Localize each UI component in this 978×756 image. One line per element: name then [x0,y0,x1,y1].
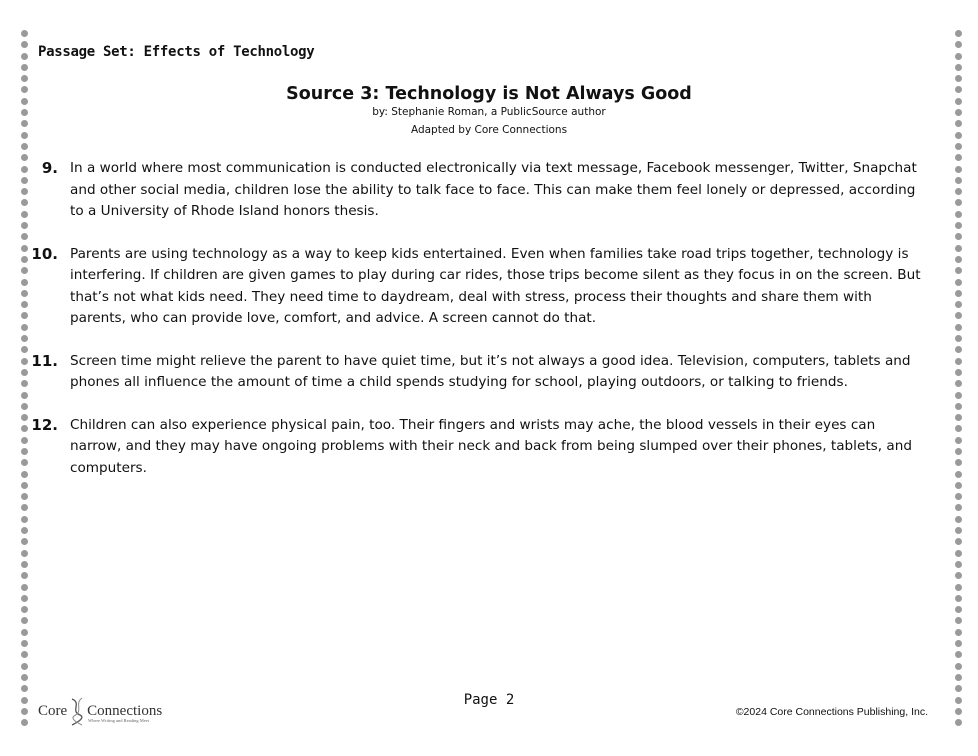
binder-hole-dot [21,403,28,410]
binder-hole-dot [21,651,28,658]
binder-hole-dot [955,719,962,726]
binder-hole-dot [955,211,962,218]
core-connections-logo [38,694,162,728]
binder-hole-dot [955,629,962,636]
binder-hole-dot [21,233,28,240]
binder-hole-dot [955,606,962,613]
binder-hole-dot [955,279,962,286]
binder-hole-dot [955,199,962,206]
binder-hole-dot [21,41,28,48]
binder-hole-dot [21,584,28,591]
adapted-by: Adapted by Core Connections [410,124,568,136]
binder-hole-dot [21,482,28,489]
binder-hole-dot [955,595,962,602]
binder-hole-dot [955,482,962,489]
binder-hole-dot [955,369,962,376]
paragraph-list [30,158,930,500]
binder-hole-dot [21,708,28,715]
binder-hole-dot [955,663,962,670]
binder-hole-dot [21,301,28,308]
binder-hole-dot [21,64,28,71]
binder-hole-dot [21,53,28,60]
binder-hole-dot [955,550,962,557]
paragraph-number: 12. [31,415,58,434]
binder-hole-dot [955,75,962,82]
binder-hole-dot [21,166,28,173]
binder-hole-dot [955,143,962,150]
binder-hole-dot [21,30,28,37]
binder-hole-dot [21,640,28,647]
binder-hole-dot [955,584,962,591]
binder-hole-dot [21,414,28,421]
binder-hole-dot [21,267,28,274]
binder-hole-dot [21,75,28,82]
binder-hole-dot [955,708,962,715]
logo-tagline: Where Writing and Reading Meet [88,718,149,723]
binder-hole-dot [955,256,962,263]
binder-hole-dot [955,561,962,568]
binder-hole-dot [955,154,962,161]
binder-hole-dot [955,437,962,444]
binder-hole-dot [955,414,962,421]
binder-hole-dot [21,188,28,195]
paragraph-9 [30,158,930,223]
binder-hole-dot [21,425,28,432]
binder-hole-dot [955,504,962,511]
binder-hole-dot [21,459,28,466]
binder-hole-dot [21,279,28,286]
binder-hole-dot [21,595,28,602]
binder-hole-dot [21,527,28,534]
binder-hole-dot [955,64,962,71]
binder-hole-dot [21,719,28,726]
paragraph-number: 10. [31,244,58,263]
paragraph-text: In a world where most communication is conducted electronically via text message, Facebook messenger, Twitter, Snapchat and other social media, children lose the ability to talk face to face. This can make them feel lonely or depressed, according to a University of Rhode Island honors thesis. [70,160,917,219]
binder-hole-dot [955,358,962,365]
paragraph-11 [30,351,930,394]
paragraph-12 [30,415,930,480]
binder-hole-dot [21,177,28,184]
logo-swirl-icon [68,695,86,727]
copyright-notice: ©2024 Core Connections Publishing, Inc. [735,706,928,718]
binder-hole-dot [21,290,28,297]
paragraph-number: 9. [41,159,58,177]
binder-hole-dot [21,199,28,206]
binder-hole-dot [21,538,28,545]
binder-hole-dot [21,335,28,342]
binder-hole-dot [21,504,28,511]
binder-hole-dot [955,674,962,681]
binder-hole-dot [21,256,28,263]
binder-hole-dot [21,369,28,376]
binder-hole-dot [955,166,962,173]
logo-word-connections: Connections [87,702,163,719]
binder-hole-dot [955,290,962,297]
binder-hole-dot [955,267,962,274]
binder-hole-dot [955,222,962,229]
binder-hole-dot [21,143,28,150]
binder-hole-dot [955,392,962,399]
binder-hole-dot [955,301,962,308]
binder-hole-dot [955,403,962,410]
binder-hole-dot [955,459,962,466]
binder-hole-dot [21,392,28,399]
page-number: Page 2 [463,692,515,708]
binder-hole-dot [955,425,962,432]
binder-hole-dot [21,437,28,444]
binder-hole-dot [21,312,28,319]
binder-hole-dot [21,448,28,455]
binder-hole-dot [21,550,28,557]
paragraph-10 [30,244,930,330]
binder-hole-dot [955,177,962,184]
binder-hole-dot [21,324,28,331]
binder-hole-dot [955,53,962,60]
source-byline: by: Stephanie Roman, a PublicSource author [372,106,606,118]
paragraph-text: Parents are using technology as a way to keep kids entertained. Even when families take road trips together, technology is interfering. If children are given games to play during car rides, those trips become silent as they focus in on the screen. But that’s not what kids need. They need time to daydream, deal with stress, process their thoughts and share them with parents, who can provide love, comfort, and advice. A screen cannot do that. [70,245,921,326]
binder-hole-dot [21,493,28,500]
binder-hole-dot [955,41,962,48]
binder-hole-dot [21,222,28,229]
binder-hole-dot [21,211,28,218]
binder-hole-dot [955,30,962,37]
binder-hole-dot [21,516,28,523]
binder-hole-dot [21,617,28,624]
binder-hole-dot [955,640,962,647]
binder-hole-dot [21,154,28,161]
binder-hole-dot [21,245,28,252]
binder-hole-dot [21,606,28,613]
binder-hole-dot [955,312,962,319]
binder-hole-dot [21,471,28,478]
binder-hole-dot [21,663,28,670]
binder-hole-dot [955,471,962,478]
logo-word-core: Core [38,702,68,719]
source-title: Source 3: Technology is Not Always Good [286,84,692,104]
binder-hole-dot [955,617,962,624]
binder-hole-dot [955,448,962,455]
binder-hole-dot [955,335,962,342]
source-header [0,83,978,138]
binder-hole-dot [955,493,962,500]
binder-hole-dot [21,380,28,387]
binder-hole-dot [21,346,28,353]
binder-hole-dot [955,188,962,195]
binder-hole-dot [21,572,28,579]
paragraph-text: Screen time might relieve the parent to have quiet time, but it’s not always a good idea. Television, computers, tablets and phones all influence the amount of time a child spends studying for school, playing outdoors, or talking to friends. [70,352,911,390]
binder-hole-dot [955,245,962,252]
passage-set-label: Passage Set: Effects of Technology [38,44,315,60]
binder-hole-dot [21,629,28,636]
binder-hole-dot [21,674,28,681]
binder-hole-dot [955,380,962,387]
binder-hole-dot [955,527,962,534]
paragraph-number: 11. [31,351,58,370]
binder-hole-dot [21,561,28,568]
binder-hole-dot [955,572,962,579]
binder-hole-dot [955,233,962,240]
binder-hole-dot [955,324,962,331]
binder-hole-dot [21,358,28,365]
paragraph-text: Children can also experience physical pain, too. Their fingers and wrists may ache, the blood vessels in their eyes can narrow, and they may have ongoing problems with their neck and back from being slumped over their phones, tablets, and computers. [70,416,912,476]
binder-hole-dot [955,651,962,658]
binder-hole-dot [955,516,962,523]
binder-hole-dot [955,538,962,545]
binder-hole-dot [955,346,962,353]
